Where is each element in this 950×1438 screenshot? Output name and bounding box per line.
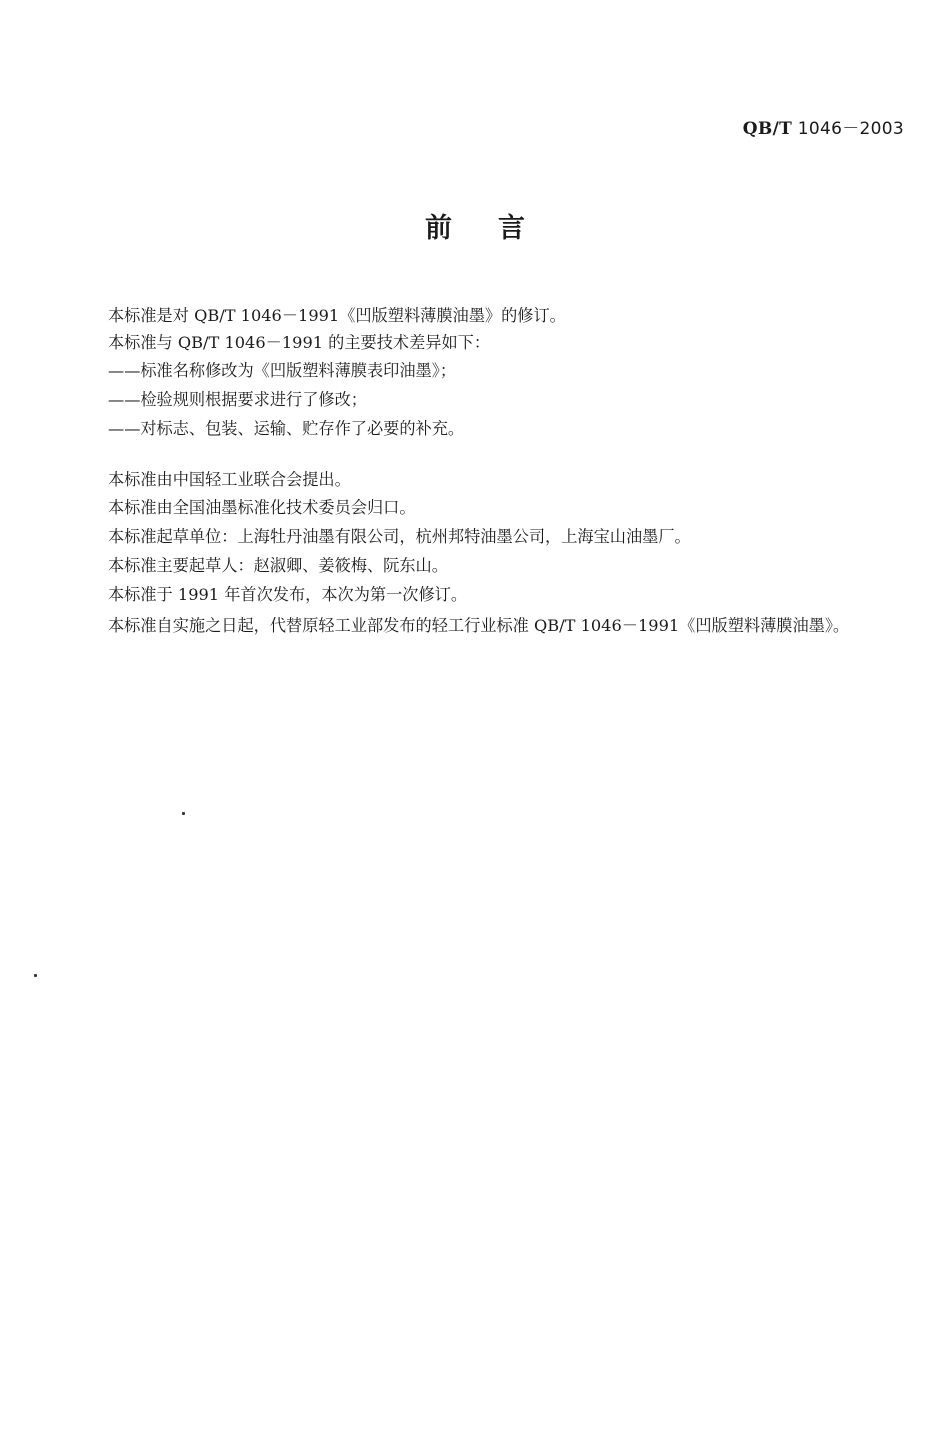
paragraph-first-release: 本标准于 1991 年首次发布，本次为第一次修订。 bbox=[108, 585, 468, 604]
page-title: 前言 bbox=[425, 213, 571, 244]
scan-speck bbox=[182, 812, 185, 815]
paragraph-drafters: 本标准主要起草人：赵淑卿、姜筱梅、阮东山。 bbox=[108, 556, 448, 575]
paragraph-committee: 本标准由全国油墨标准化技术委员会归口。 bbox=[108, 498, 416, 517]
paragraph-replacement: 本标准自实施之日起，代替原轻工业部发布的轻工行业标准 QB/T 1046－1991《凹版塑料薄膜油墨》。 bbox=[108, 616, 850, 635]
paragraph-proposer: 本标准由中国轻工业联合会提出。 bbox=[108, 470, 351, 489]
list-item-inspection-rules: ——检验规则根据要求进行了修改； bbox=[108, 390, 367, 409]
paragraph-differences-intro: 本标准与 QB/T 1046－1991 的主要技术差异如下： bbox=[108, 333, 491, 352]
paragraph-drafting-units: 本标准起草单位：上海牡丹油墨有限公司，杭州邦特油墨公司，上海宝山油墨厂。 bbox=[108, 527, 691, 546]
scan-speck bbox=[34, 974, 37, 977]
paragraph-revision: 本标准是对 QB/T 1046－1991《凹版塑料薄膜油墨》的修订。 bbox=[108, 306, 566, 325]
standard-code bbox=[743, 114, 904, 139]
list-item-packaging: ——对标志、包装、运输、贮存作了必要的补充。 bbox=[108, 419, 465, 438]
list-item-name-change: ——标准名称修改为《凹版塑料薄膜表印油墨》； bbox=[108, 361, 457, 380]
standard-prefix: QB/T bbox=[742, 119, 793, 139]
standard-number: 1046－2003 bbox=[797, 119, 904, 139]
